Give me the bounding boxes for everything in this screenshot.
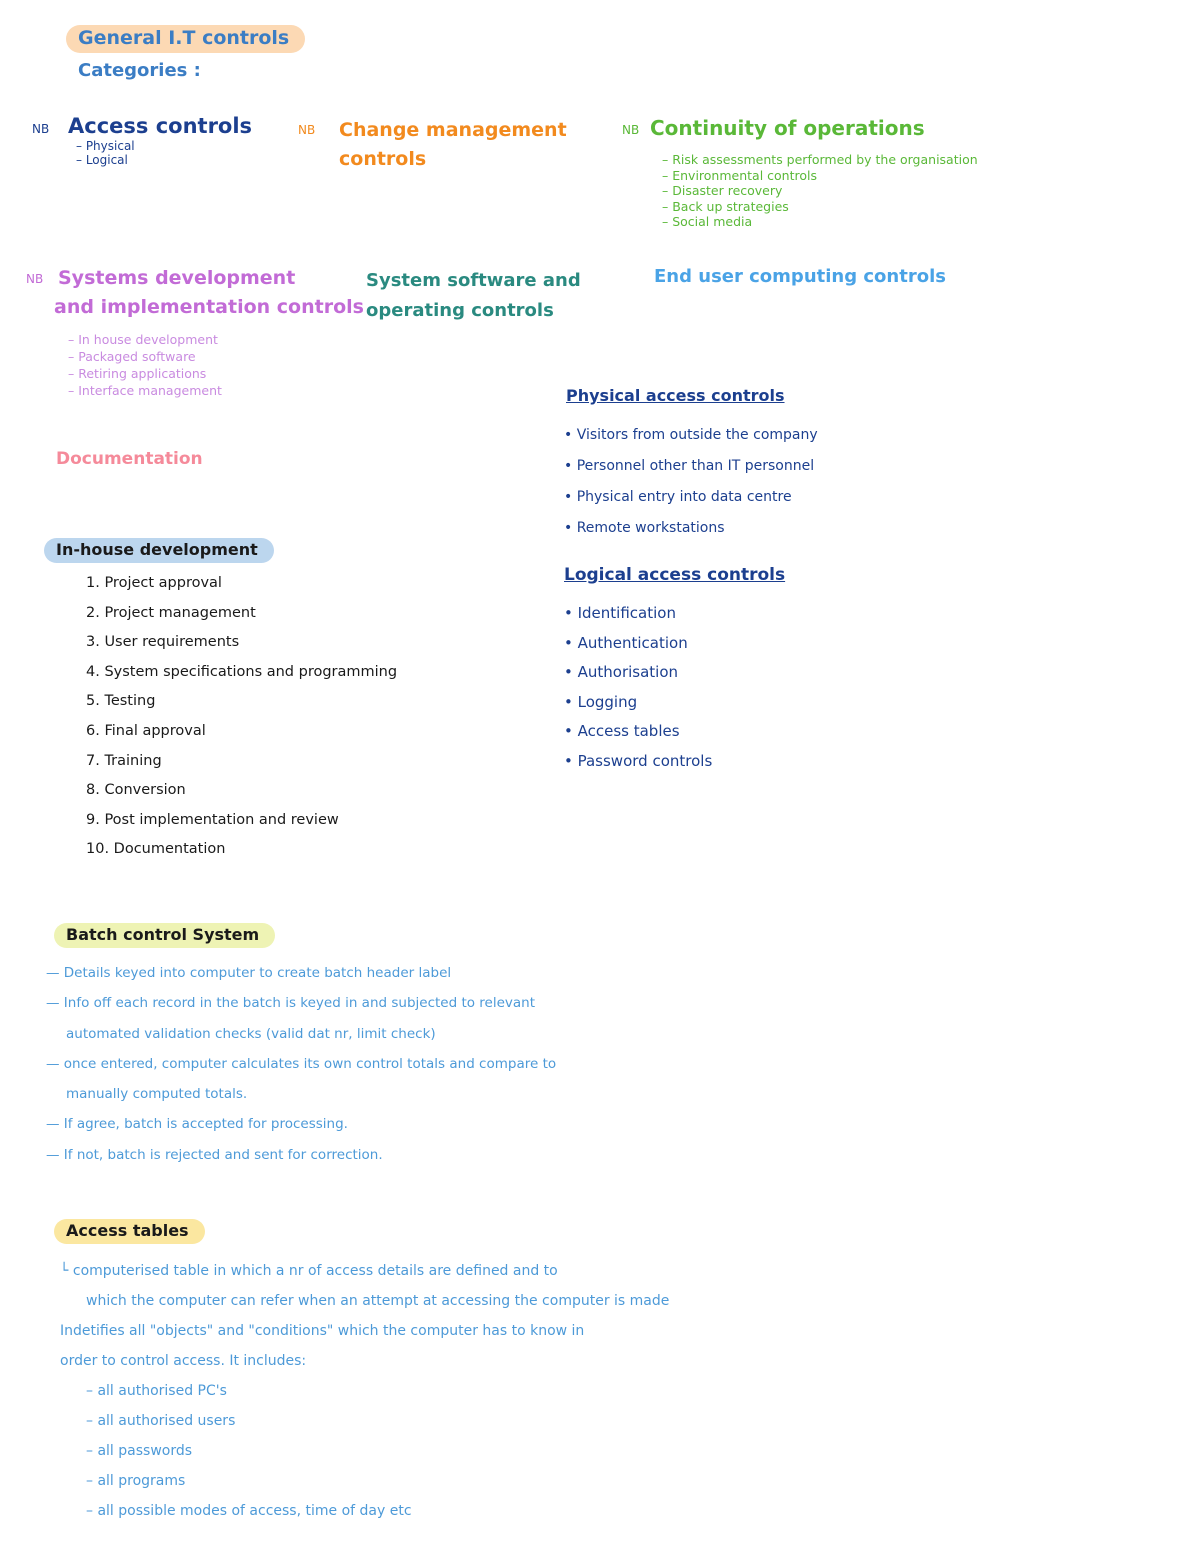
access-tables-text xyxy=(60,1256,669,1376)
inhouse-title: In-house development xyxy=(44,538,274,563)
list-item: – Physical xyxy=(76,139,135,153)
nb-label: NB xyxy=(622,123,640,137)
title-line: Systems development xyxy=(58,267,296,289)
list-item: 1. Project approval xyxy=(86,575,222,591)
list-item: – all programs xyxy=(86,1473,186,1489)
list-item: – In house development xyxy=(68,332,218,347)
continuity-title: Continuity of operations xyxy=(650,116,925,140)
list-item: – Interface management xyxy=(68,383,222,398)
page-subtitle: Categories : xyxy=(78,60,201,81)
text-line: — Details keyed into computer to create batch header label xyxy=(46,965,452,981)
list-item: 9. Post implementation and review xyxy=(86,811,339,828)
text-line: — If not, batch is rejected and sent for correction. xyxy=(46,1146,383,1163)
list-item: – Environmental controls xyxy=(662,167,817,183)
list-item: • Visitors from outside the company xyxy=(564,427,818,443)
text-line: — Info off each record in the batch is keyed in and subjected to relevant xyxy=(46,995,536,1012)
list-item: • Authentication xyxy=(564,633,688,652)
list-item: • Personnel other than IT personnel xyxy=(564,458,815,474)
logical-access-title: Logical access controls xyxy=(564,565,786,585)
access-controls-title: Access controls xyxy=(68,114,253,138)
list-item: – all possible modes of access, time of day etc xyxy=(86,1503,412,1519)
list-item: • Physical entry into data centre xyxy=(564,489,792,505)
list-item: 3. User requirements xyxy=(86,634,240,651)
text-line: manually computed totals. xyxy=(66,1086,248,1103)
physical-access-title: Physical access controls xyxy=(566,386,785,405)
list-item: • Access tables xyxy=(564,722,680,740)
page-title: General I.T controls xyxy=(66,25,305,53)
list-item: – Back up strategies xyxy=(662,198,789,214)
list-item: – Logical xyxy=(76,153,128,167)
list-item: – Disaster recovery xyxy=(662,183,783,198)
list-item: • Identification xyxy=(564,604,676,622)
title-line: and implementation controls xyxy=(54,296,364,318)
list-item: – Retiring applications xyxy=(68,366,207,381)
nb-label: NB xyxy=(32,122,50,136)
text-line: — If agree, batch is accepted for processing. xyxy=(46,1116,348,1133)
list-item: – Risk assessments performed by the organisation xyxy=(662,152,978,167)
list-item: – Packaged software xyxy=(68,349,196,364)
text-line: Indetifies all "objects" and "conditions" which the computer has to know in xyxy=(60,1323,585,1339)
nb-label: NB xyxy=(26,272,44,286)
list-item: • Logging xyxy=(564,692,638,711)
access-tables-list xyxy=(86,1376,412,1526)
text-line: └ computerised table in which a nr of access details are defined and to xyxy=(60,1263,558,1279)
list-item: 6. Final approval xyxy=(86,722,206,739)
list-item: • Password controls xyxy=(564,751,713,770)
system-software-title xyxy=(366,266,581,326)
text-line: automated validation checks (valid dat nr, limit check) xyxy=(66,1025,436,1042)
nb-label: NB xyxy=(298,123,316,137)
title-line: controls xyxy=(339,148,427,170)
list-item: 2. Project management xyxy=(86,604,256,621)
list-item: – all authorised users xyxy=(86,1413,236,1429)
batch-control-text xyxy=(46,958,556,1170)
access-controls-list xyxy=(76,139,135,167)
list-item: – Social media xyxy=(662,214,753,229)
list-item: 7. Training xyxy=(86,752,162,769)
text-line: order to control access. It includes: xyxy=(60,1353,307,1369)
systems-development-title xyxy=(54,264,364,322)
list-item: – all passwords xyxy=(86,1443,193,1459)
list-item: 5. Testing xyxy=(86,693,156,710)
systems-development-list xyxy=(68,331,222,399)
list-item: • Remote workstations xyxy=(564,520,725,536)
title-line: operating controls xyxy=(366,300,554,321)
logical-access-list xyxy=(564,599,712,776)
list-item: 4. System specifications and programming xyxy=(86,663,398,680)
list-item: – all authorised PC's xyxy=(86,1383,227,1399)
documentation-title: Documentation xyxy=(56,449,203,469)
inhouse-list xyxy=(86,569,397,865)
list-item: 8. Conversion xyxy=(86,782,186,799)
change-management-title xyxy=(339,116,567,174)
list-item: 10. Documentation xyxy=(86,841,226,858)
title-line: Change management xyxy=(339,119,567,141)
title-line: System software and xyxy=(366,270,581,291)
text-line: — once entered, computer calculates its own control totals and compare to xyxy=(46,1055,557,1072)
text-line: which the computer can refer when an attempt at accessing the computer is made xyxy=(86,1293,670,1309)
physical-access-list xyxy=(564,420,818,544)
access-tables-title: Access tables xyxy=(54,1219,205,1244)
continuity-list xyxy=(662,152,978,230)
batch-control-title: Batch control System xyxy=(54,923,275,948)
end-user-computing-title: End user computing controls xyxy=(654,266,946,287)
list-item: • Authorisation xyxy=(564,663,679,681)
